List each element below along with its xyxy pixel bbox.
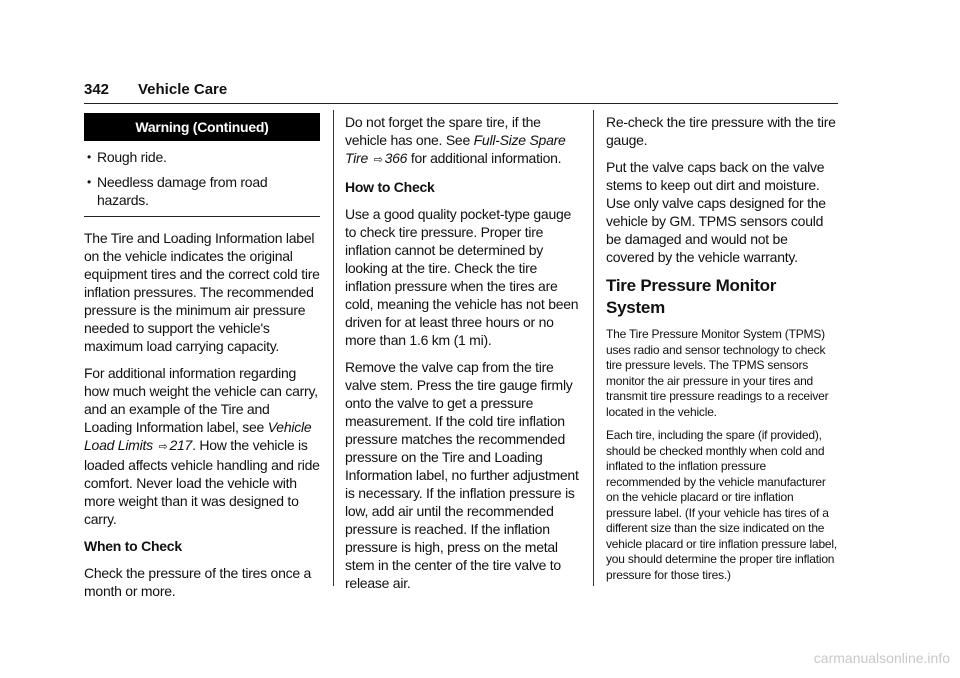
text: Do not forget the spare tire, if the vehicle has one. See xyxy=(345,114,541,148)
paragraph: The Tire Pressure Monitor System (TPMS) uses radio and sensor technology to check tire pressure levels. The TPMS sensors monitor the air pressure in your tires and transmit tire pressure readings to a receiver located in the vehicle. xyxy=(606,327,829,419)
paragraph: Re-check the tire pressure with the tire gauge. xyxy=(606,114,836,148)
warning-item xyxy=(84,148,320,166)
paragraph xyxy=(345,113,581,169)
bullet-icon: • xyxy=(87,150,91,164)
section-title: Vehicle Care xyxy=(138,81,228,98)
subheading-how-to-check: How to Check xyxy=(345,179,435,195)
page-reference-number[interactable]: 366 xyxy=(384,150,408,166)
warning-box xyxy=(84,113,320,217)
page-reference-icon: ⇨ xyxy=(158,441,168,453)
small-text-block xyxy=(606,327,838,583)
column-divider-1 xyxy=(333,110,334,586)
paragraph xyxy=(84,364,320,528)
page-header xyxy=(84,80,838,100)
subheading-when-to-check: When to Check xyxy=(84,538,182,554)
column-1 xyxy=(84,113,320,609)
column-3 xyxy=(606,113,838,591)
text: . How the vehicle is loaded affects vehicle handling and ride comfort. Never load the vehicle with more weight than it was designed to carry. xyxy=(84,437,320,527)
paragraph: Use a good quality pocket-type gauge to check tire pressure. Proper tire inflation cannot be determined by looking at the tire. Check the tire inflation pressure when the tires are cold, meaning the vehicle has not been driven for at least three hours or no more than 1.6 km (1 mi). xyxy=(345,206,579,348)
paragraph: Put the valve caps back on the valve stems to keep out dirt and moisture. Use only valve caps designed for the vehicle by GM. TPMS sensors could be damaged and would not be covered by the vehicle warranty. xyxy=(606,159,826,265)
section-heading-tpms: Tire Pressure Monitor System xyxy=(606,276,777,317)
paragraph: Remove the valve cap from the tire valve stem. Press the tire gauge firmly onto the valve to get a pressure measurement. If the cold tire inflation pressure matches the recommended pressure on the Tire and Loading Information label, no further adjustment is necessary. If the inflation pressure is low, add air until the recommended pressure is reached. If the inflation pressure is high, press on the metal stem in the center of the tire valve to release air. xyxy=(345,359,579,591)
warning-item-text: Needless damage from road hazards. xyxy=(97,174,268,208)
text: For additional information regarding how much weight the vehicle can carry, and an example of the Tire and Loading Information label, see xyxy=(84,365,318,435)
page-reference-icon: ⇨ xyxy=(373,154,383,166)
warning-item-text: Rough ride. xyxy=(97,149,167,165)
warning-list xyxy=(84,148,320,209)
text: for additional information. xyxy=(407,150,562,166)
header-rule xyxy=(84,103,838,104)
paragraph: Each tire, including the spare (if provided), should be checked monthly when cold and inflated to the inflation pressure recommended by the vehicle manufacturer on the vehicle placard or tire inflation pressure label. (If your vehicle has tires of a different size than the size indicated on the vehicle placard or tire inflation pressure label, you should determine the proper tire inflation pressure for those tires.) xyxy=(606,428,837,582)
column-2 xyxy=(345,113,581,601)
cross-reference-link[interactable]: Full-Size Spare Tire xyxy=(345,132,566,166)
warning-item xyxy=(84,173,320,209)
column-divider-2 xyxy=(593,110,594,586)
warning-title: Warning (Continued) xyxy=(84,113,320,141)
page-number: 342 xyxy=(84,81,110,98)
bullet-icon: • xyxy=(87,175,91,189)
paragraph: Check the pressure of the tires once a month or more. xyxy=(84,565,312,599)
page-reference-number[interactable]: 217 xyxy=(169,437,193,453)
paragraph: The Tire and Loading Information label on the vehicle indicates the original equipment tires and the correct cold tire inflation pressures. The recommended pressure is the minimum air pressure needed to support the vehicle's maximum load carrying capacity. xyxy=(84,230,320,354)
footer-watermark: carmanualsonline.info xyxy=(813,650,950,666)
cross-reference-link[interactable]: Vehicle Load Limits xyxy=(84,419,312,453)
